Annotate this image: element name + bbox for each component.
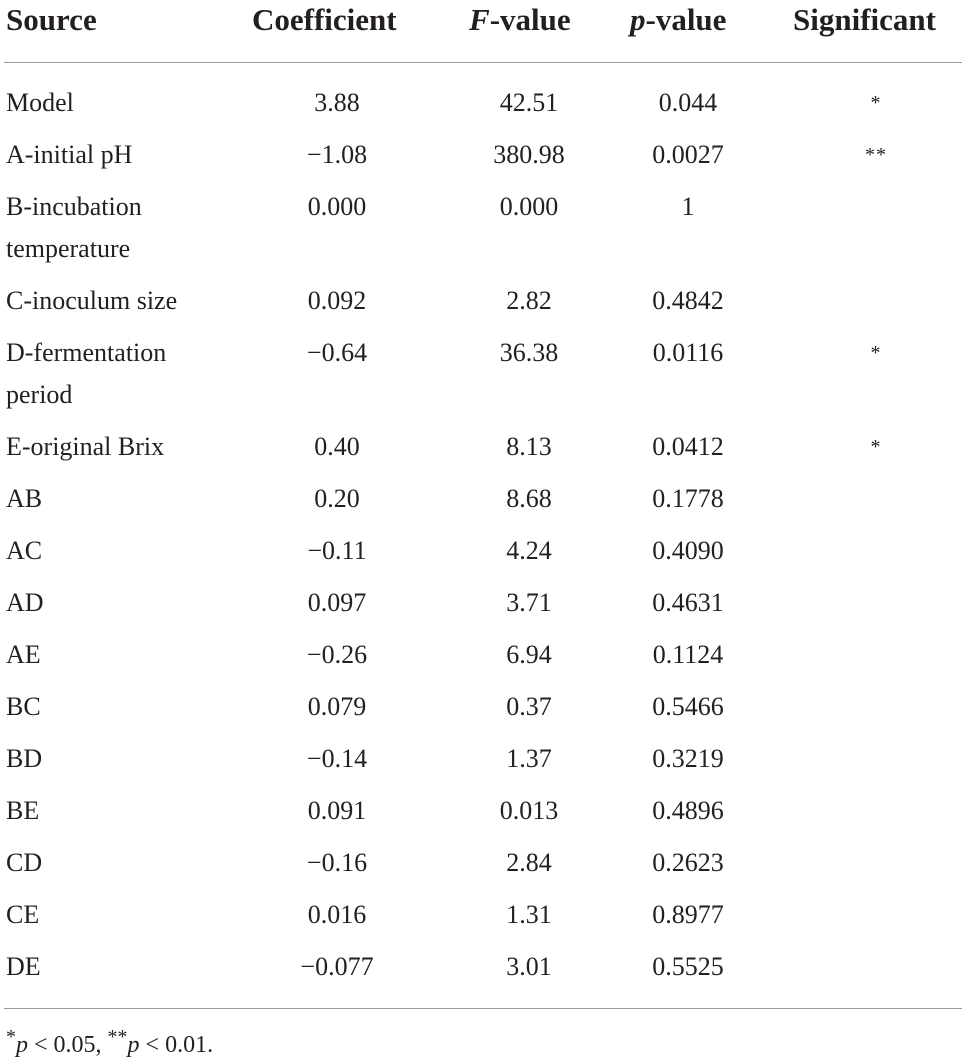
header-source: Source [6, 2, 97, 37]
cell-p-value: 0.4842 [652, 286, 724, 315]
cell-source: D-fermentation period [6, 338, 167, 409]
table-row [0, 738, 968, 790]
table-row [0, 790, 968, 842]
cell-p-value: 0.4090 [652, 536, 724, 565]
cell-coefficient: 3.88 [314, 88, 360, 117]
cell-p-value: 0.2623 [652, 848, 724, 877]
cell-f-value: 0.37 [506, 692, 552, 721]
cell-source: BD [6, 744, 43, 773]
cell-f-value: 0.013 [499, 796, 559, 825]
cell-coefficient: 0.097 [307, 588, 367, 617]
footnote-p-letter-2: p [127, 1032, 140, 1058]
header-f-letter: F [469, 2, 490, 37]
header-p-value [630, 2, 726, 38]
cell-p-value: 0.1778 [652, 484, 724, 513]
cell-source: CD [6, 848, 43, 877]
table-row [0, 186, 968, 280]
cell-p-value: 0.4631 [652, 588, 724, 617]
cell-coefficient: 0.091 [307, 796, 367, 825]
cell-p-value: 0.044 [658, 88, 718, 117]
cell-p-value: 0.0412 [652, 432, 724, 461]
cell-source: A-initial pH [6, 140, 133, 169]
cell-coefficient: −0.64 [306, 338, 368, 367]
table-body [0, 82, 968, 998]
cell-significant: * [870, 92, 882, 114]
cell-source: Model [6, 88, 74, 117]
cell-p-value: 0.0027 [652, 140, 724, 169]
cell-f-value: 6.94 [506, 640, 552, 669]
table-row [0, 686, 968, 738]
footnote-p-letter-1: p [16, 1032, 28, 1058]
cell-coefficient: −0.14 [306, 744, 368, 773]
cell-f-value: 2.82 [506, 286, 552, 315]
cell-f-value: 8.68 [506, 484, 552, 513]
cell-source: AD [6, 588, 44, 617]
bottom-rule [4, 1008, 962, 1009]
cell-coefficient: −0.11 [307, 536, 367, 565]
cell-f-value: 2.84 [506, 848, 552, 877]
header-coefficient: Coefficient [252, 2, 397, 37]
cell-f-value: 1.37 [506, 744, 552, 773]
footnote-star-single: * [6, 1026, 16, 1048]
cell-f-value: 36.38 [499, 338, 559, 367]
cell-source: BE [6, 796, 40, 825]
cell-coefficient: −0.26 [306, 640, 368, 669]
cell-source: E-original Brix [6, 432, 165, 461]
table-row [0, 280, 968, 332]
header-f-value [469, 2, 571, 38]
cell-f-value: 42.51 [499, 88, 559, 117]
cell-coefficient: 0.20 [314, 484, 360, 513]
table-row [0, 332, 968, 426]
cell-source: C-inoculum size [6, 286, 178, 315]
cell-f-value: 4.24 [506, 536, 552, 565]
cell-coefficient: 0.079 [307, 692, 367, 721]
table-row [0, 530, 968, 582]
footnote-threshold-1: < 0.05, [28, 1032, 108, 1058]
table-row [0, 82, 968, 134]
cell-coefficient: 0.40 [314, 432, 360, 461]
table-row [0, 894, 968, 946]
table-row [0, 634, 968, 686]
cell-p-value: 0.4896 [652, 796, 724, 825]
cell-p-value: 0.8977 [652, 900, 724, 929]
header-significant: Significant [793, 2, 936, 37]
cell-source: BC [6, 692, 41, 721]
cell-source: AE [6, 640, 41, 669]
cell-coefficient: 0.092 [307, 286, 367, 315]
cell-p-value: 0.0116 [652, 338, 724, 367]
table-row [0, 134, 968, 186]
cell-significant: * [870, 436, 882, 458]
cell-coefficient: 0.000 [307, 192, 367, 221]
cell-f-value: 0.000 [499, 192, 559, 221]
cell-source: CE [6, 900, 40, 929]
header-f-suffix: -value [489, 2, 571, 37]
cell-f-value: 3.01 [506, 952, 552, 981]
footnote-threshold-2: < 0.01. [139, 1032, 214, 1058]
table-row [0, 842, 968, 894]
cell-coefficient: −0.16 [306, 848, 368, 877]
cell-source: AC [6, 536, 43, 565]
table-row [0, 582, 968, 634]
cell-coefficient: 0.016 [307, 900, 367, 929]
cell-source: DE [6, 952, 41, 981]
cell-significant: ** [865, 144, 887, 166]
header-p-suffix: -value [645, 2, 727, 37]
cell-f-value: 380.98 [493, 140, 565, 169]
cell-coefficient: −0.077 [300, 952, 374, 981]
cell-source: B-incubation temperature [6, 192, 142, 263]
table-row [0, 478, 968, 530]
table-footnote [6, 1026, 213, 1059]
table-row [0, 426, 968, 478]
cell-p-value: 0.1124 [652, 640, 724, 669]
cell-f-value: 1.31 [506, 900, 552, 929]
cell-p-value: 0.3219 [652, 744, 724, 773]
table-header [0, 0, 968, 44]
cell-p-value: 1 [681, 192, 695, 221]
table-row [0, 946, 968, 998]
cell-significant: * [870, 342, 882, 364]
cell-p-value: 0.5525 [652, 952, 724, 981]
cell-coefficient: −1.08 [306, 140, 368, 169]
cell-source: AB [6, 484, 43, 513]
cell-p-value: 0.5466 [652, 692, 724, 721]
top-rule [4, 62, 962, 63]
header-p-letter: p [630, 2, 646, 37]
cell-f-value: 3.71 [506, 588, 552, 617]
footnote-star-double: ** [107, 1026, 128, 1048]
cell-f-value: 8.13 [506, 432, 552, 461]
